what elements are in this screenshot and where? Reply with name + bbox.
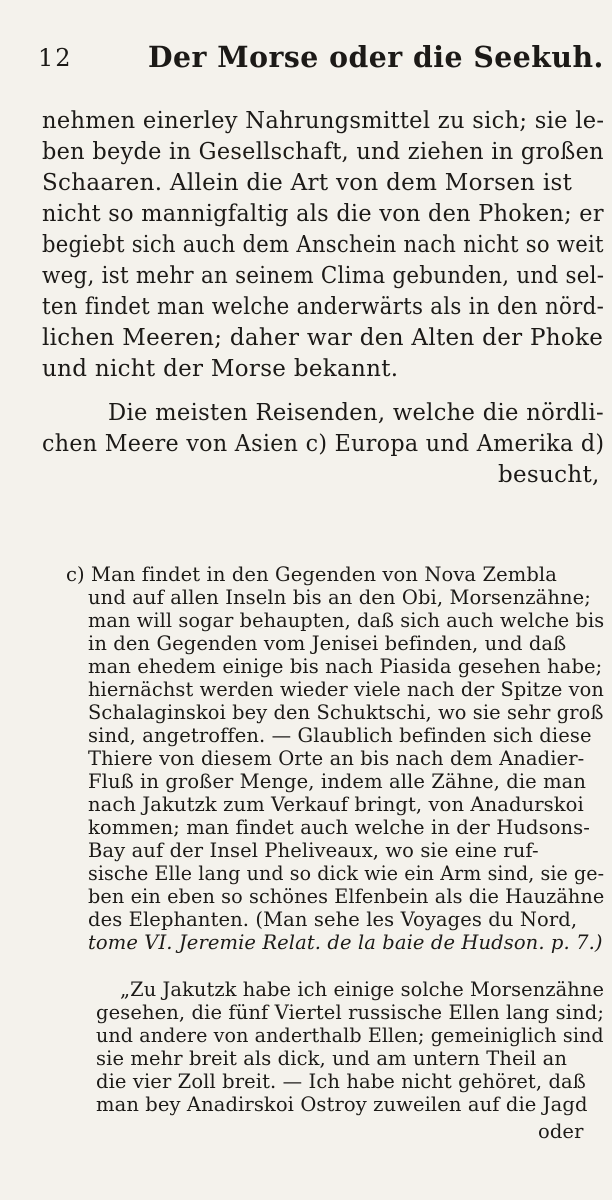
- text-line: und nicht der Morse bekannt.: [42, 356, 399, 382]
- footnote-line: sind, angetroffen. — Glaublich befinden sich diese: [88, 724, 592, 747]
- quote-line: „Zu Jakutzk habe ich einige solche Morsenzähne: [120, 978, 605, 1001]
- footnote-line: nach Jakutzk zum Verkauf bringt, von Anadurskoi: [88, 793, 584, 816]
- text-line: Die meisten Reisenden, welche die nördli-: [108, 400, 604, 426]
- quote-line: gesehen, die fünf Viertel russische Ellen lang sind;: [96, 1001, 605, 1024]
- footnote-line: hiernächst werden wieder viele nach der Spitze von: [88, 678, 604, 701]
- text-line: weg, ist mehr an seinem Clima gebunden, und sel-: [42, 263, 605, 289]
- running-title: Der Morse oder die Seekuh.: [148, 40, 604, 74]
- text-line: nicht so mannigfaltig als die von den Phoken; er: [42, 201, 604, 227]
- footnote-line: Fluß in großer Menge, indem alle Zähne, die man: [88, 770, 587, 793]
- text-line: nehmen einerley Nahrungsmittel zu sich; sie le-: [42, 108, 605, 134]
- text-line: chen Meere von Asien c) Europa und Amerika d): [42, 431, 605, 457]
- footnote-line: des Elephanten. (Man sehe les Voyages du Nord,: [88, 908, 578, 931]
- page-header: [38, 40, 604, 80]
- footnote-line: Bay auf der Insel Pheliveaux, wo sie eine ruf-: [88, 839, 539, 862]
- quote-line: die vier Zoll breit. — Ich habe nicht gehöret, daß: [96, 1070, 586, 1093]
- catchword: oder: [538, 1120, 584, 1143]
- footnote-line: c) Man findet in den Gegenden von Nova Zembla: [66, 563, 557, 586]
- footnote-line: kommen; man findet auch welche in der Hudsons-: [88, 816, 590, 839]
- footnote-line: man ehedem einige bis nach Piasida gesehen habe;: [88, 655, 603, 678]
- text-line: begiebt sich auch dem Anschein nach nicht so weit: [42, 232, 604, 258]
- footnote-line: ben ein eben so schönes Elfenbein als die Hauzähne: [88, 885, 605, 908]
- text-line-end: besucht,: [498, 462, 600, 488]
- text-line: lichen Meeren; daher war den Alten der Phoke: [42, 325, 604, 351]
- footnote-line: und auf allen Inseln bis an den Obi, Morsenzähne;: [88, 586, 591, 609]
- quote-line: und andere von anderthalb Ellen; gemeiniglich sind: [96, 1024, 604, 1047]
- text-line: Schaaren. Allein die Art von dem Morsen ist: [42, 170, 573, 196]
- footnote-line: Schalaginskoi bey den Schuktschi, wo sie sehr groß: [88, 701, 604, 724]
- text-line: ben beyde in Gesellschaft, und ziehen in großen: [42, 139, 604, 165]
- footnote-line: in den Gegenden vom Jenisei befinden, und daß: [88, 632, 567, 655]
- page-number: 12: [38, 44, 73, 72]
- quote-line: man bey Anadirskoi Ostroy zuweilen auf die Jagd: [96, 1093, 588, 1116]
- footnote-line: man will sogar behaupten, daß sich auch welche bis: [88, 609, 605, 632]
- text-line: ten findet man welche anderwärts als in den nörd-: [42, 294, 605, 320]
- footnote-line: tome VI. Jeremie Relat. de la baie de Hudson. p. 7.): [88, 931, 603, 954]
- quote-line: sie mehr breit als dick, und am untern Theil an: [96, 1047, 567, 1070]
- footnote-line: Thiere von diesem Orte an bis nach dem Anadier-: [88, 747, 585, 770]
- footnote-line: sische Elle lang und so dick wie ein Arm sind, sie ge-: [88, 862, 605, 885]
